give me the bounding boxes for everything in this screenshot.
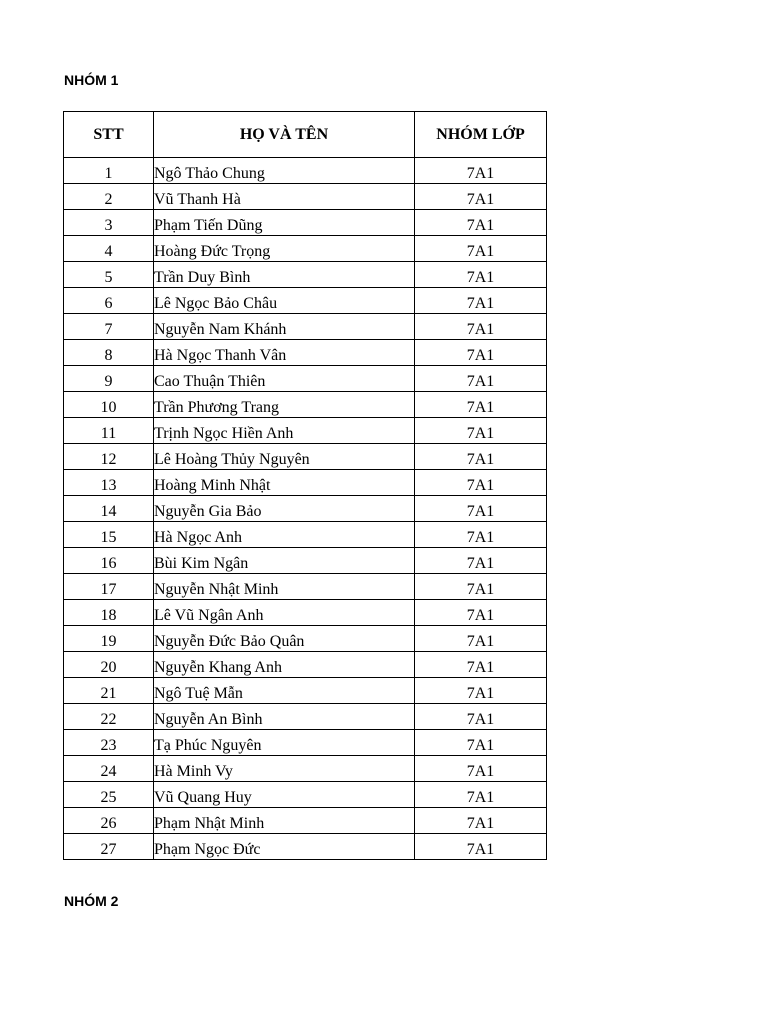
class-group-cell: 7A1 (415, 756, 547, 782)
row-number-cell: 23 (64, 730, 154, 756)
student-name-cell: Hà Ngọc Thanh Vân (154, 340, 415, 366)
table-row (64, 496, 547, 522)
row-number-cell: 14 (64, 496, 154, 522)
table-row (64, 314, 547, 340)
table-row (64, 730, 547, 756)
row-number-cell: 21 (64, 678, 154, 704)
class-group-cell: 7A1 (415, 184, 547, 210)
student-name-cell: Ngô Tuệ Mẫn (154, 678, 415, 704)
class-group-cell: 7A1 (415, 600, 547, 626)
student-name-cell: Lê Vũ Ngân Anh (154, 600, 415, 626)
student-name-cell: Trịnh Ngọc Hiền Anh (154, 418, 415, 444)
row-number-cell: 3 (64, 210, 154, 236)
student-name-cell: Hoàng Đức Trọng (154, 236, 415, 262)
table-header-row (64, 112, 547, 158)
student-name-cell: Vũ Thanh Hà (154, 184, 415, 210)
class-group-cell: 7A1 (415, 704, 547, 730)
table-row (64, 782, 547, 808)
student-name-cell: Nguyễn Khang Anh (154, 652, 415, 678)
table-row (64, 756, 547, 782)
row-number-cell: 27 (64, 834, 154, 860)
student-name-cell: Cao Thuận Thiên (154, 366, 415, 392)
student-name-cell: Hà Minh Vy (154, 756, 415, 782)
class-group-cell: 7A1 (415, 262, 547, 288)
row-number-cell: 6 (64, 288, 154, 314)
table-row (64, 600, 547, 626)
row-number-cell: 22 (64, 704, 154, 730)
row-number-cell: 17 (64, 574, 154, 600)
row-number-cell: 18 (64, 600, 154, 626)
student-name-cell: Bùi Kim Ngân (154, 548, 415, 574)
class-group-cell: 7A1 (415, 288, 547, 314)
student-name-cell: Phạm Nhật Minh (154, 808, 415, 834)
table-row (64, 470, 547, 496)
row-number-cell: 25 (64, 782, 154, 808)
table-row (64, 236, 547, 262)
table-row (64, 548, 547, 574)
row-number-cell: 24 (64, 756, 154, 782)
student-name-cell: Nguyễn Đức Bảo Quân (154, 626, 415, 652)
class-group-cell: 7A1 (415, 782, 547, 808)
row-number-cell: 7 (64, 314, 154, 340)
row-number-cell: 8 (64, 340, 154, 366)
table-body (64, 158, 547, 860)
student-name-cell: Ngô Thảo Chung (154, 158, 415, 184)
table-row (64, 678, 547, 704)
row-number-cell: 26 (64, 808, 154, 834)
student-name-cell: Trần Phương Trang (154, 392, 415, 418)
column-header-class: NHÓM LỚP (415, 112, 547, 158)
row-number-cell: 5 (64, 262, 154, 288)
row-number-cell: 19 (64, 626, 154, 652)
class-group-cell: 7A1 (415, 392, 547, 418)
table-row (64, 522, 547, 548)
student-roster-table (63, 111, 547, 860)
table-row (64, 704, 547, 730)
row-number-cell: 11 (64, 418, 154, 444)
table-row (64, 418, 547, 444)
table-row (64, 392, 547, 418)
table-row (64, 652, 547, 678)
class-group-cell: 7A1 (415, 834, 547, 860)
class-group-cell: 7A1 (415, 418, 547, 444)
student-name-cell: Trần Duy Bình (154, 262, 415, 288)
table-row (64, 574, 547, 600)
table-row (64, 808, 547, 834)
row-number-cell: 4 (64, 236, 154, 262)
class-group-cell: 7A1 (415, 210, 547, 236)
table-row (64, 184, 547, 210)
class-group-cell: 7A1 (415, 730, 547, 756)
row-number-cell: 1 (64, 158, 154, 184)
row-number-cell: 2 (64, 184, 154, 210)
student-name-cell: Vũ Quang Huy (154, 782, 415, 808)
student-name-cell: Nguyễn Nhật Minh (154, 574, 415, 600)
class-group-cell: 7A1 (415, 652, 547, 678)
row-number-cell: 12 (64, 444, 154, 470)
class-group-cell: 7A1 (415, 366, 547, 392)
class-group-cell: 7A1 (415, 808, 547, 834)
student-name-cell: Tạ Phúc Nguyên (154, 730, 415, 756)
class-group-cell: 7A1 (415, 626, 547, 652)
student-name-cell: Nguyễn Gia Bảo (154, 496, 415, 522)
row-number-cell: 16 (64, 548, 154, 574)
row-number-cell: 9 (64, 366, 154, 392)
class-group-cell: 7A1 (415, 496, 547, 522)
group-1-heading: NHÓM 1 (64, 72, 119, 88)
table-row (64, 366, 547, 392)
class-group-cell: 7A1 (415, 314, 547, 340)
column-header-name: HỌ VÀ TÊN (154, 112, 415, 158)
table-row (64, 262, 547, 288)
class-group-cell: 7A1 (415, 522, 547, 548)
student-name-cell: Hà Ngọc Anh (154, 522, 415, 548)
column-header-stt: STT (64, 112, 154, 158)
student-name-cell: Nguyễn Nam Khánh (154, 314, 415, 340)
student-name-cell: Phạm Tiến Dũng (154, 210, 415, 236)
class-group-cell: 7A1 (415, 444, 547, 470)
student-name-cell: Lê Ngọc Bảo Châu (154, 288, 415, 314)
table-row (64, 288, 547, 314)
table-row (64, 444, 547, 470)
table-row (64, 158, 547, 184)
row-number-cell: 15 (64, 522, 154, 548)
table-row (64, 834, 547, 860)
class-group-cell: 7A1 (415, 158, 547, 184)
student-name-cell: Nguyễn An Bình (154, 704, 415, 730)
student-name-cell: Hoàng Minh Nhật (154, 470, 415, 496)
row-number-cell: 13 (64, 470, 154, 496)
row-number-cell: 20 (64, 652, 154, 678)
class-group-cell: 7A1 (415, 236, 547, 262)
student-name-cell: Phạm Ngọc Đức (154, 834, 415, 860)
student-name-cell: Lê Hoàng Thủy Nguyên (154, 444, 415, 470)
class-group-cell: 7A1 (415, 574, 547, 600)
class-group-cell: 7A1 (415, 340, 547, 366)
table-row (64, 210, 547, 236)
table-row (64, 340, 547, 366)
group-2-heading: NHÓM 2 (64, 893, 119, 909)
class-group-cell: 7A1 (415, 470, 547, 496)
table-row (64, 626, 547, 652)
row-number-cell: 10 (64, 392, 154, 418)
class-group-cell: 7A1 (415, 678, 547, 704)
class-group-cell: 7A1 (415, 548, 547, 574)
